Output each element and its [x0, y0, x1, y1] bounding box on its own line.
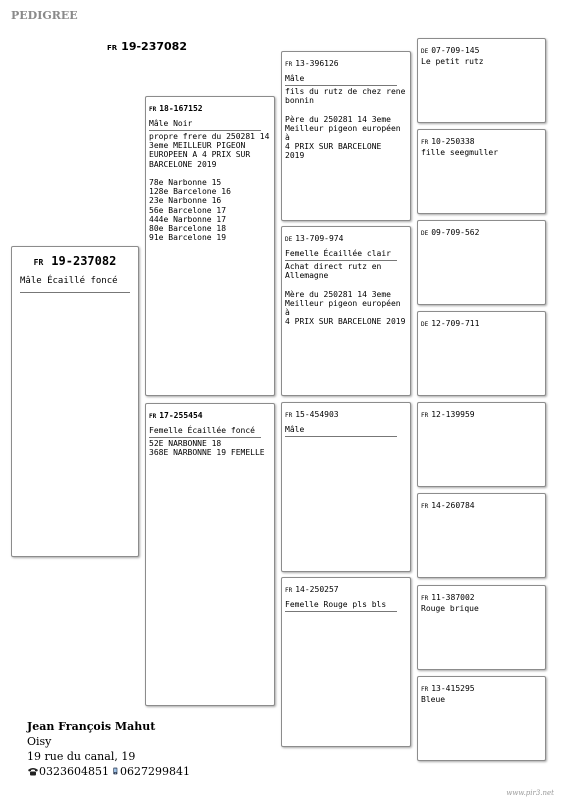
gen3-color [421, 421, 532, 432]
gen3-color [421, 239, 532, 250]
top-ring-country: FR [107, 44, 118, 52]
gen3-card-4[interactable] [417, 311, 546, 396]
sire-dam-color: Femelle Écaillée clair [285, 249, 397, 261]
gen3-card-2[interactable] [417, 129, 546, 214]
sire-dam-notes: Achat direct rutz en Allemagne Mère du 250281 14 3eme Meilleur pigeon européen à 4 PRIX SUR BARCELONE 2019 [285, 262, 406, 327]
gen3-country: FR [421, 595, 429, 602]
sire-sire-notes: fils du rutz de chez rene bonnin Père du 250281 14 3eme Meilleur pigeon européen à 4 PRIX SUR BARCELONE 2019 [285, 87, 406, 161]
gen3-ring-number: 13-415295 [431, 684, 475, 693]
top-ring-value: 19-237082 [121, 40, 187, 53]
page-title: PEDIGREE [11, 9, 78, 22]
sire-dam-ring-number: 13-709-974 [295, 234, 344, 243]
dam-dam-card[interactable] [281, 577, 411, 747]
gen3-ring [421, 315, 542, 330]
sire-dam-card[interactable] [281, 226, 411, 396]
dam-dam-country: FR [285, 587, 293, 594]
gen3-color: Bleue [421, 695, 446, 704]
gen3-card-6[interactable] [417, 493, 546, 578]
sire-sire-ring-number: 13-396126 [295, 59, 339, 68]
gen3-country: DE [421, 48, 429, 55]
footer-site: www.pir3.net [506, 789, 554, 797]
dam-ring [149, 407, 271, 422]
gen3-country: FR [421, 503, 429, 510]
subject-country: FR [33, 258, 44, 267]
gen3-ring [421, 42, 542, 57]
owner-phone: 0323604851 [39, 765, 109, 778]
dam-sire-color: Mâle [285, 425, 397, 437]
dam-card[interactable] [145, 403, 275, 706]
gen3-color: Rouge brique [421, 604, 479, 613]
gen3-card-3[interactable] [417, 220, 546, 305]
subject-ring-number: 19-237082 [51, 254, 117, 268]
gen3-ring [421, 224, 542, 239]
gen3-card-5[interactable] [417, 402, 546, 487]
dam-sire-country: FR [285, 412, 293, 419]
dam-dam-ring [285, 581, 407, 596]
gen3-country: FR [421, 686, 429, 693]
top-ring-number [107, 40, 187, 53]
owner-address: 19 rue du canal, 19 [27, 750, 136, 763]
dam-sire-card[interactable] [281, 402, 411, 572]
sire-sire-color: Mâle [285, 74, 397, 86]
gen3-ring [421, 497, 542, 512]
dam-color: Femelle Écaillée foncé [149, 426, 261, 438]
dam-notes: 52E NARBONNE 18 368E NARBONNE 19 FEMELLE [149, 439, 265, 458]
dam-dam-color: Femelle Rouge pls bls [285, 600, 397, 612]
gen3-color: Le petit rutz [421, 57, 484, 66]
gen3-ring-number: 10-250338 [431, 137, 475, 146]
sire-country: FR [149, 106, 157, 113]
sire-ring-number: 18-167152 [159, 104, 203, 113]
sire-notes: propre frere du 250281 14 3eme MEILLEUR PIGEON EUROPEEN A 4 PRIX SUR BARCELONE 2019 78e Narbonne 15 128e Barcelone 16 23e Narbonne 16 56e Barcelone 17 444e Narbonne 17 80e Barcelone 18 91e Barcelone 19 [149, 132, 270, 243]
sire-sire-card[interactable] [281, 51, 411, 221]
gen3-ring-number: 11-387002 [431, 593, 475, 602]
owner-block [27, 719, 190, 779]
gen3-card-7[interactable] [417, 585, 546, 670]
gen3-ring [421, 680, 542, 695]
sire-ring [149, 100, 271, 115]
gen3-ring [421, 406, 542, 421]
gen3-color: fille seegmuller [421, 148, 499, 157]
subject-ring [20, 253, 130, 270]
sire-dam-ring [285, 230, 407, 245]
gen3-ring-number: 07-709-145 [431, 46, 480, 55]
gen3-color [421, 512, 532, 523]
dam-ring-number: 17-255454 [159, 411, 203, 420]
sire-sire-country: FR [285, 61, 293, 68]
gen3-ring-number: 12-709-711 [431, 319, 480, 328]
gen3-card-1[interactable] [417, 38, 546, 123]
gen3-ring [421, 133, 542, 148]
gen3-color [421, 330, 532, 341]
owner-name: Jean François Mahut [27, 720, 156, 733]
gen3-ring-number: 09-709-562 [431, 228, 480, 237]
gen3-country: DE [421, 321, 429, 328]
dam-sire-ring [285, 406, 407, 421]
mobile-phone-icon [112, 766, 120, 776]
gen3-card-8[interactable] [417, 676, 546, 761]
sire-card[interactable] [145, 96, 275, 396]
owner-mobile: 0627299841 [120, 765, 190, 778]
dam-sire-ring-number: 15-454903 [295, 410, 339, 419]
owner-contact [27, 764, 190, 779]
gen3-ring-number: 14-260784 [431, 501, 475, 510]
gen3-ring [421, 589, 542, 604]
subject-color: Mâle Écaillé foncé [20, 276, 130, 293]
sire-sire-ring [285, 55, 407, 70]
owner-city: Oisy [27, 735, 52, 748]
dam-dam-ring-number: 14-250257 [295, 585, 339, 594]
gen3-ring-number: 12-139959 [431, 410, 475, 419]
phone-icon [27, 766, 39, 776]
gen3-country: DE [421, 230, 429, 237]
subject-card[interactable] [11, 246, 139, 557]
sire-dam-country: DE [285, 236, 293, 243]
sire-color: Mâle Noir [149, 119, 261, 131]
gen3-country: FR [421, 139, 429, 146]
dam-country: FR [149, 413, 157, 420]
gen3-country: FR [421, 412, 429, 419]
